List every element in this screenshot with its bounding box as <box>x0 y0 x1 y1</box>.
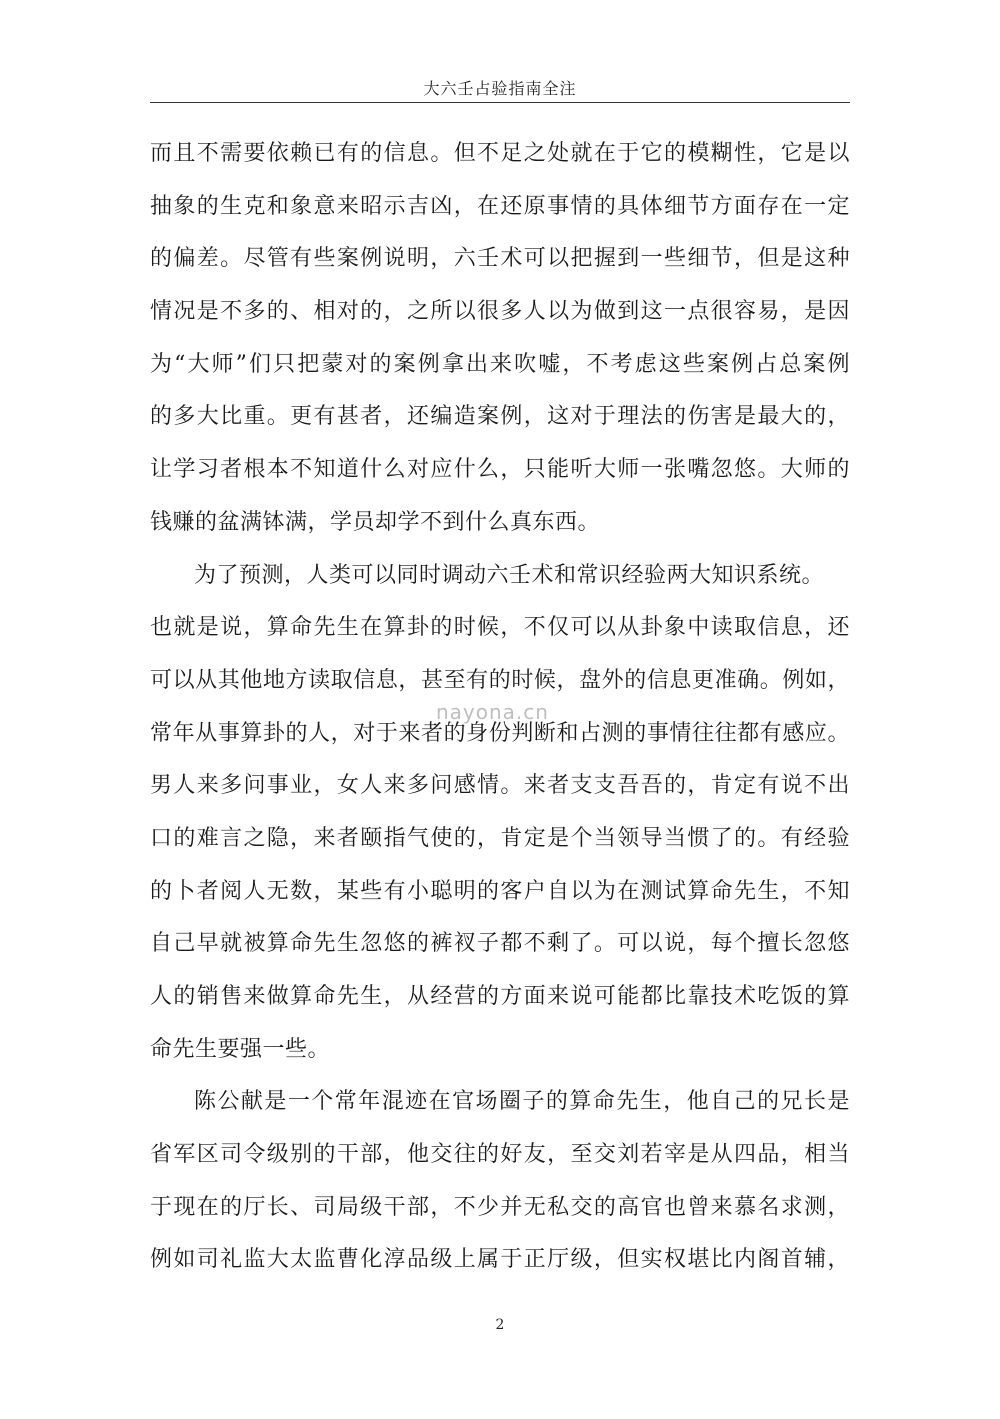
text-line: 情况是不多的、相对的，之所以很多人以为做到这一点很容易，是因 <box>150 299 850 325</box>
page-number: 2 <box>495 1317 505 1333</box>
paragraph-first-line: 陈公献是一个常年混迹在官场圈子的算命先生，他自己的兄长是 <box>194 1089 850 1115</box>
text-line: 可以从其他地方读取信息，甚至有的时候，盘外的信息更准确。例如， <box>150 667 850 693</box>
paragraph-first-line: 为了预测，人类可以同时调动六壬术和常识经验两大知识系统。 <box>194 562 825 588</box>
text-line: 的偏差。尽管有些案例说明，六壬术可以把握到一些细节，但是这种 <box>150 246 850 272</box>
text-line: 男人来多问事业，女人来多问感情。来者支支吾吾的，肯定有说不出 <box>150 773 850 799</box>
page-header <box>150 72 850 103</box>
text-line: 命先生要强一些。 <box>150 1036 331 1062</box>
text-line: 口的难言之隐，来者颐指气使的，肯定是个当领导当惯了的。有经验 <box>150 825 850 851</box>
page-header-title: 大六壬占验指南全注 <box>423 79 577 98</box>
text-line: 而且不需要依赖已有的信息。但不足之处就在于它的模糊性，它是以 <box>150 141 850 166</box>
text-line: 为“大师”们只把蒙对的案例拿出来吹嘘，不考虑这些案例占总案例 <box>150 351 850 377</box>
text-line: 自己早就被算命先生忽悠的裤衩子都不剩了。可以说，每个擅长忽悠 <box>150 931 850 957</box>
text-line: 例如司礼监大太监曹化淳品级上属于正厅级，但实权堪比内阁首辅， <box>150 1247 850 1273</box>
text-line: 于现在的厅长、司局级干部，不少并无私交的高官也曾来慕名求测， <box>150 1194 850 1220</box>
text-line: 钱赚的盆满钵满，学员却学不到什么真东西。 <box>150 509 601 535</box>
text-line: 抽象的生克和象意来昭示吉凶，在还原事情的具体细节方面存在一定 <box>150 193 850 219</box>
text-line: 人的销售来做算命先生，从经营的方面来说可能都比靠技术吃饭的算 <box>150 984 850 1009</box>
watermark: nayona.cn <box>436 700 549 724</box>
text-line: 常年从事算卦的人，对于来者的身份判断和占测的事情往往都有感应。 <box>150 720 850 746</box>
text-line: 让学习者根本不知道什么对应什么，只能听大师一张嘴忽悠。大师的 <box>150 457 850 483</box>
text-line: 省军区司令级别的干部，他交往的好友，至交刘若宰是从四品，相当 <box>150 1142 850 1168</box>
text-line: 也就是说，算命先生在算卦的时候，不仅可以从卦象中读取信息，还 <box>150 615 850 641</box>
text-line: 的卜者阅人无数，某些有小聪明的客户自以为在测试算命先生，不知 <box>150 878 850 904</box>
text-line: 的多大比重。更有甚者，还编造案例，这对于理法的伤害是最大的， <box>150 404 850 430</box>
